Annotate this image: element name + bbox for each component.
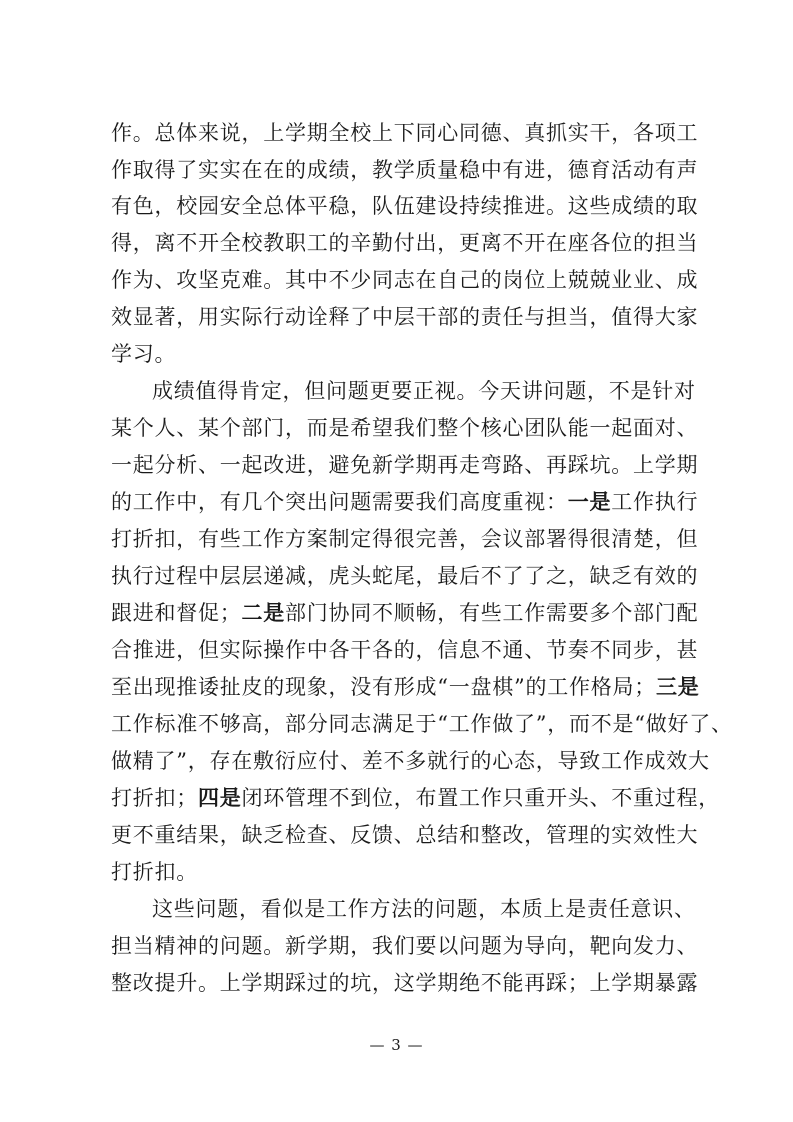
paragraph-line: 担当精神的问题。新学期，我们要以问题为导向，靶向发力、: [111, 934, 699, 958]
paragraph-line: 合推进，但实际操作中各干各的，信息不通、节奏不同步，甚: [111, 638, 699, 662]
paragraph-text: 的工作中，有几个突出问题需要我们高度重视：: [111, 490, 568, 514]
page-number: — 3 —: [369, 1036, 424, 1054]
paragraph-line: 有色，校园安全总体平稳，队伍建设持续推进。这些成绩的取: [111, 194, 699, 218]
paragraph-line: [111, 484, 699, 520]
paragraph-text: 至出现推诿扯皮的现象，没有形成“一盘棋”的工作格局；: [111, 675, 656, 699]
paragraph-line: 打折扣，有些工作方案制定得很完善，会议部署得很清楚，但: [111, 527, 699, 551]
paragraph-line: 打折扣。: [111, 860, 198, 884]
paragraph-text: 工作执行: [611, 490, 699, 514]
emphasis-label: 三是: [655, 674, 700, 699]
paragraph-line: 执行过程中层层递减，虎头蛇尾，最后不了了之，缺乏有效的: [111, 564, 699, 588]
paragraph-line: 得，离不开全校教职工的辛勤付出，更离不开在座各位的担当: [111, 231, 699, 255]
paragraph-line: 作。总体来说，上学期全校上下同心同德、真抓实干，各项工: [111, 121, 699, 145]
paragraph-text: 跟进和督促；: [111, 601, 242, 625]
paragraph-line: 效显著，用实际行动诠释了中层干部的责任与担当，值得大家: [111, 305, 699, 329]
emphasis-label: 一是: [567, 489, 612, 514]
paragraph-line: 作取得了实实在在的成绩，教学质量稳中有进，德育活动有声: [111, 158, 699, 182]
paragraph-line: 整改提升。上学期踩过的坑，这学期绝不能再踩；上学期暴露: [111, 971, 699, 995]
paragraph-text: 部门协同不顺畅，有些工作需要多个部门配: [285, 601, 699, 625]
paragraph-line: 一起分析、一起改进，避免新学期再走弯路、再踩坑。上学期: [111, 453, 699, 477]
emphasis-label: 四是: [198, 785, 242, 810]
paragraph-line: [111, 669, 700, 705]
paragraph-line: 这些问题，看似是工作方法的问题，本质上是责任意识、: [152, 897, 696, 921]
paragraph-line: 工作标准不够高，部分同志满足于“工作做了”，而不是“做好了、: [111, 712, 733, 736]
paragraph-line: 成绩值得肯定，但问题更要正视。今天讲问题，不是针对: [152, 379, 696, 403]
paragraph-line: [111, 780, 720, 816]
paragraph-line: 某个人、某个部门，而是希望我们整个核心团队能一起面对、: [111, 416, 699, 440]
paragraph-text: 闭环管理不到位，布置工作只重开头、不重过程，: [241, 786, 720, 810]
paragraph-line: 做精了”，存在敷衍应付、差不多就行的心态，导致工作成效大: [111, 749, 710, 773]
paragraph-line: 更不重结果，缺乏检查、反馈、总结和整改，管理的实效性大: [111, 823, 699, 847]
paragraph-line: 学习。: [111, 342, 177, 366]
paragraph-line: [111, 595, 699, 631]
emphasis-label: 二是: [241, 600, 285, 625]
paragraph-text: 打折扣；: [111, 786, 198, 810]
paragraph-line: 作为、攻坚克难。其中不少同志在自己的岗位上兢兢业业、成: [111, 268, 699, 292]
